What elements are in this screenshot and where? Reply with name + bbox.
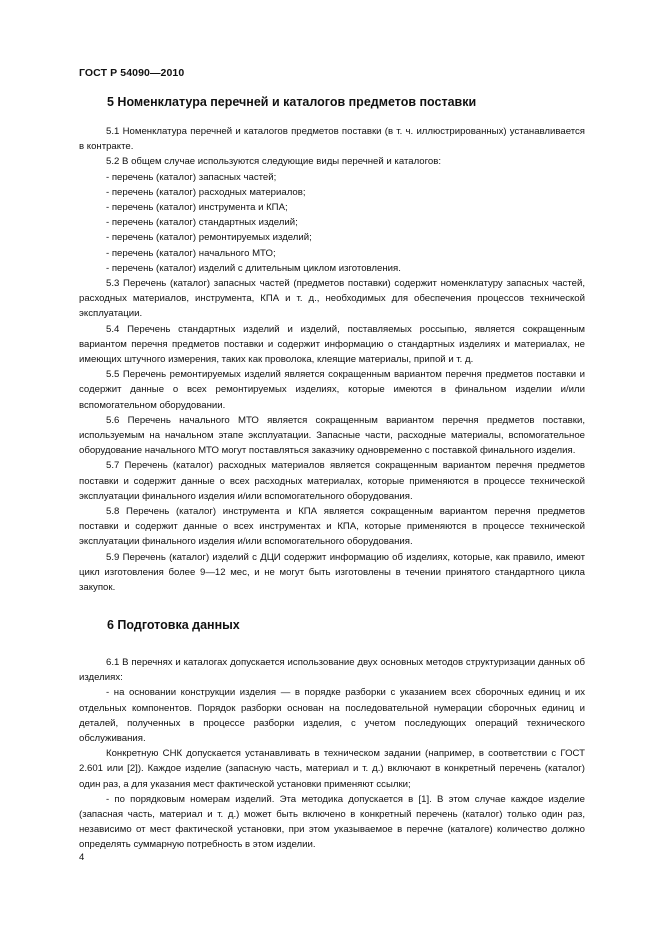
paragraph-5-7: 5.7 Перечень (каталог) расходных материалов является сокращенным вариантом перечня предметов поставки и содержит данные о всех расходных материалах, которые применяются в процессе технической эксплуатации финального изделия и/или вспомогательного оборудования.: [79, 460, 585, 502]
paragraph-5-6: 5.6 Перечень начального МТО является сокращенным вариантом перечня предметов поставки, используемым на начальном этапе эксплуатации. Запасные части, расходные материалы, вспомогательное оборудование начального МТО могут поставляться заказчику одновременно с поставкой финального изделия.: [79, 414, 585, 457]
paragraph-6-1-method-a: - на основании конструкции изделия — в порядке разборки с указанием всех сборочных единиц и их отдельных компонентов. Порядок разборки основан на последовательной нумерации сборочных единиц и деталей, полученных в процессе разборки изделия, с учетом последующих операций технического обслуживания.: [79, 687, 585, 745]
paragraph-6-1-snk: Конкретную СНК допускается устанавливать в техническом задании (например, в соответствии с ГОСТ 2.601 или [2]). Каждое изделие (запасную часть, материал и т. д.) включают в конкретный перечень (каталог) один раз, а для указания мест фактической установки применяют ссылки;: [79, 748, 585, 790]
paragraph-6-1: 6.1 В перечнях и каталогах допускается использование двух основных методов структуризации данных об изделиях:: [79, 657, 585, 684]
section-6-body: [79, 655, 585, 853]
section-6-heading: 6 Подготовка данных: [107, 618, 240, 632]
paragraph-5-9: 5.9 Перечень (каталог) изделий с ДЦИ содержит информацию об изделиях, которые, как правило, имеют цикл изготовления более 9—12 мес, и не могут быть изготовлены в течении принятого стандартного цикла закупок.: [79, 551, 585, 594]
paragraph-5-1: 5.1 Номенклатура перечней и каталогов предметов поставки (в т. ч. иллюстрированных) устанавливается в контракте.: [79, 126, 585, 153]
list-item: - перечень (каталог) расходных материалов;: [106, 186, 306, 198]
list-item: - перечень (каталог) изделий с длительным циклом изготовления.: [106, 262, 401, 274]
list-item: - перечень (каталог) стандартных изделий;: [106, 217, 298, 229]
section-5-body: [79, 124, 585, 595]
paragraph-5-3: 5.3 Перечень (каталог) запасных частей (предметов поставки) содержит номенклатуру запасных частей, расходных материалов, инструмента, КПА и т. д., необходимых для обеспечения процессов технической эксплуатации.: [79, 278, 585, 320]
section-5-heading: 5 Номенклатура перечней и каталогов предметов поставки: [107, 95, 477, 109]
paragraph-5-5: 5.5 Перечень ремонтируемых изделий является сокращенным вариантом перечня предметов поставки и содержит данные о всех ремонтируемых изделиях, которые имеются в финальном изделии и/или вспомогательном оборудовании.: [79, 369, 585, 411]
list-item: - перечень (каталог) ремонтируемых изделий;: [106, 232, 312, 244]
document-id: ГОСТ Р 54090—2010: [79, 67, 185, 79]
paragraph-6-1-method-b: - по порядковым номерам изделий. Эта методика допускается в [1]. В этом случае каждое изделие (запасная часть, материал и т. д.) может быть включено в конкретный перечень (каталог) только один раз, независимо от мест фактической установки, при этом указываемое в перечне (каталоге) количество должно определять суммарную потребность в этом изделии.: [79, 793, 585, 851]
list-item: - перечень (каталог) начального МТО;: [106, 247, 276, 259]
paragraph-5-8: 5.8 Перечень (каталог) инструмента и КПА является сокращенным вариантом перечня предметов поставки и содержит данные о всех инструментах и КПА, которые применяются в процессе технической эксплуатации финального изделия и/или вспомогательного оборудования.: [79, 506, 585, 548]
paragraph-5-4: 5.4 Перечень стандартных изделий и изделий, поставляемых россыпью, является сокращенным вариантом перечня предметов поставки и содержит информацию о стандартных изделиях и материалах, не имеющих штучного измерения, таких как проволока, клеящие материалы, припой и т. д.: [79, 323, 585, 366]
list-item: - перечень (каталог) запасных частей;: [106, 171, 277, 183]
list-item: - перечень (каталог) инструмента и КПА;: [106, 202, 288, 214]
page-number: 4: [79, 852, 85, 863]
paragraph-5-2: 5.2 В общем случае используются следующие виды перечней и каталогов:: [106, 156, 442, 168]
